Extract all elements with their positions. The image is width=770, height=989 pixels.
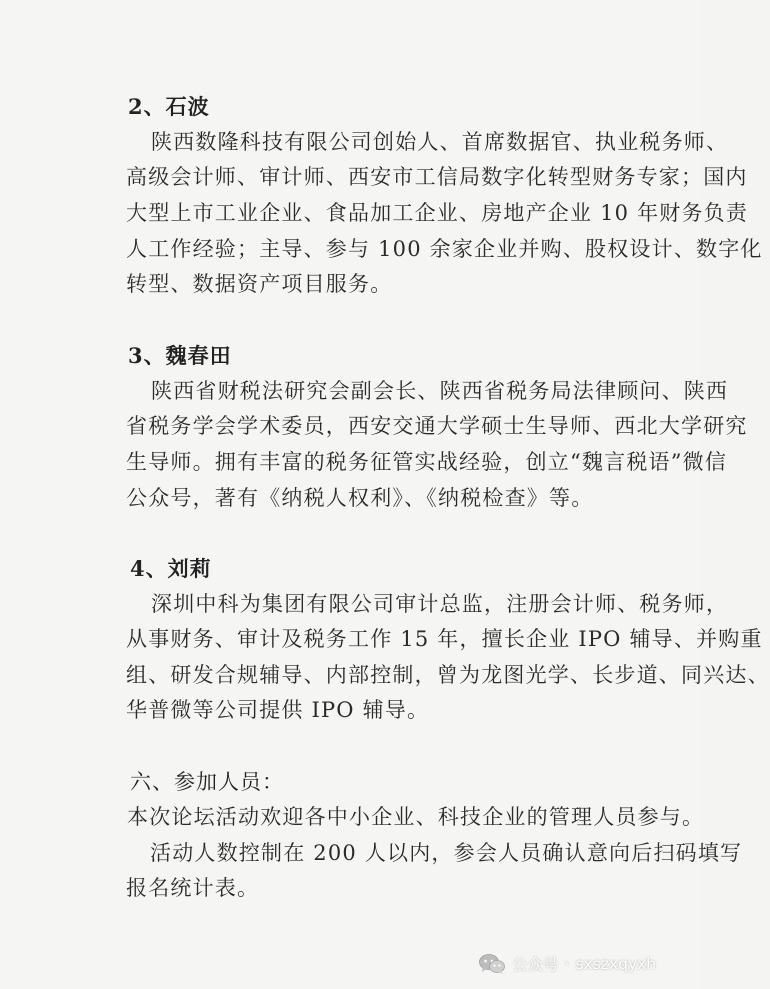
paragraph-line: 生导师。拥有丰富的税务征管实战经验，创立“魏言税语”微信: [126, 450, 728, 474]
paragraph-line: 省税务学会学术委员，西安交通大学硕士生导师、西北大学研究: [126, 414, 748, 438]
paragraph-line: 人工作经验；主导、参与 100 余家企业并购、股权设计、数字化: [126, 237, 763, 261]
section-heading-weichuntian: 3、魏春田: [128, 343, 232, 368]
watermark-separator: ·: [564, 955, 570, 973]
section-heading-liuli: 4、刘莉: [130, 556, 212, 581]
section-heading-participants: 六、参加人员：: [130, 770, 284, 794]
paragraph-line: 活动人数控制在 200 人以内，参会人员确认意向后扫码填写: [150, 841, 743, 865]
paragraph-line: 报名统计表。: [126, 876, 260, 900]
paragraph-line: 陕西省财税法研究会副会长、陕西省税务局法律顾问、陕西: [151, 379, 729, 403]
watermark-platform: 公众号: [512, 956, 559, 974]
section-heading-shibo: 2、石波: [128, 94, 210, 119]
paragraph-line: 从事财务、审计及税务工作 15 年，擅长企业 IPO 辅导、并购重: [126, 627, 763, 651]
wechat-watermark: [478, 952, 656, 976]
paragraph-line: 公众号，著有《纳税人权利》、《纳税检查》等。: [126, 486, 594, 510]
paragraph-line: 转型、数据资产项目服务。: [126, 272, 393, 296]
watermark-account: sxszxqyxh: [575, 955, 657, 973]
paragraph-line: 高级会计师、审计师、西安市工信局数字化转型财务专家；国内: [126, 165, 748, 189]
paragraph-line: 本次论坛活动欢迎各中小企业、科技企业的管理人员参与。: [127, 805, 705, 829]
wechat-icon: [478, 953, 506, 975]
paragraph-line: 大型上市工业企业、食品加工企业、房地产企业 10 年财务负责: [126, 201, 749, 225]
paragraph-line: 陕西数隆科技有限公司创始人、首席数据官、执业税务师、: [151, 130, 729, 154]
paragraph-line: 组、研发合规辅导、内部控制，曾为龙图光学、长步道、同兴达、: [126, 663, 770, 687]
paragraph-line: 深圳中科为集团有限公司审计总监，注册会计师、税务师，: [151, 592, 729, 616]
paragraph-line: 华普微等公司提供 IPO 辅导。: [126, 698, 430, 722]
